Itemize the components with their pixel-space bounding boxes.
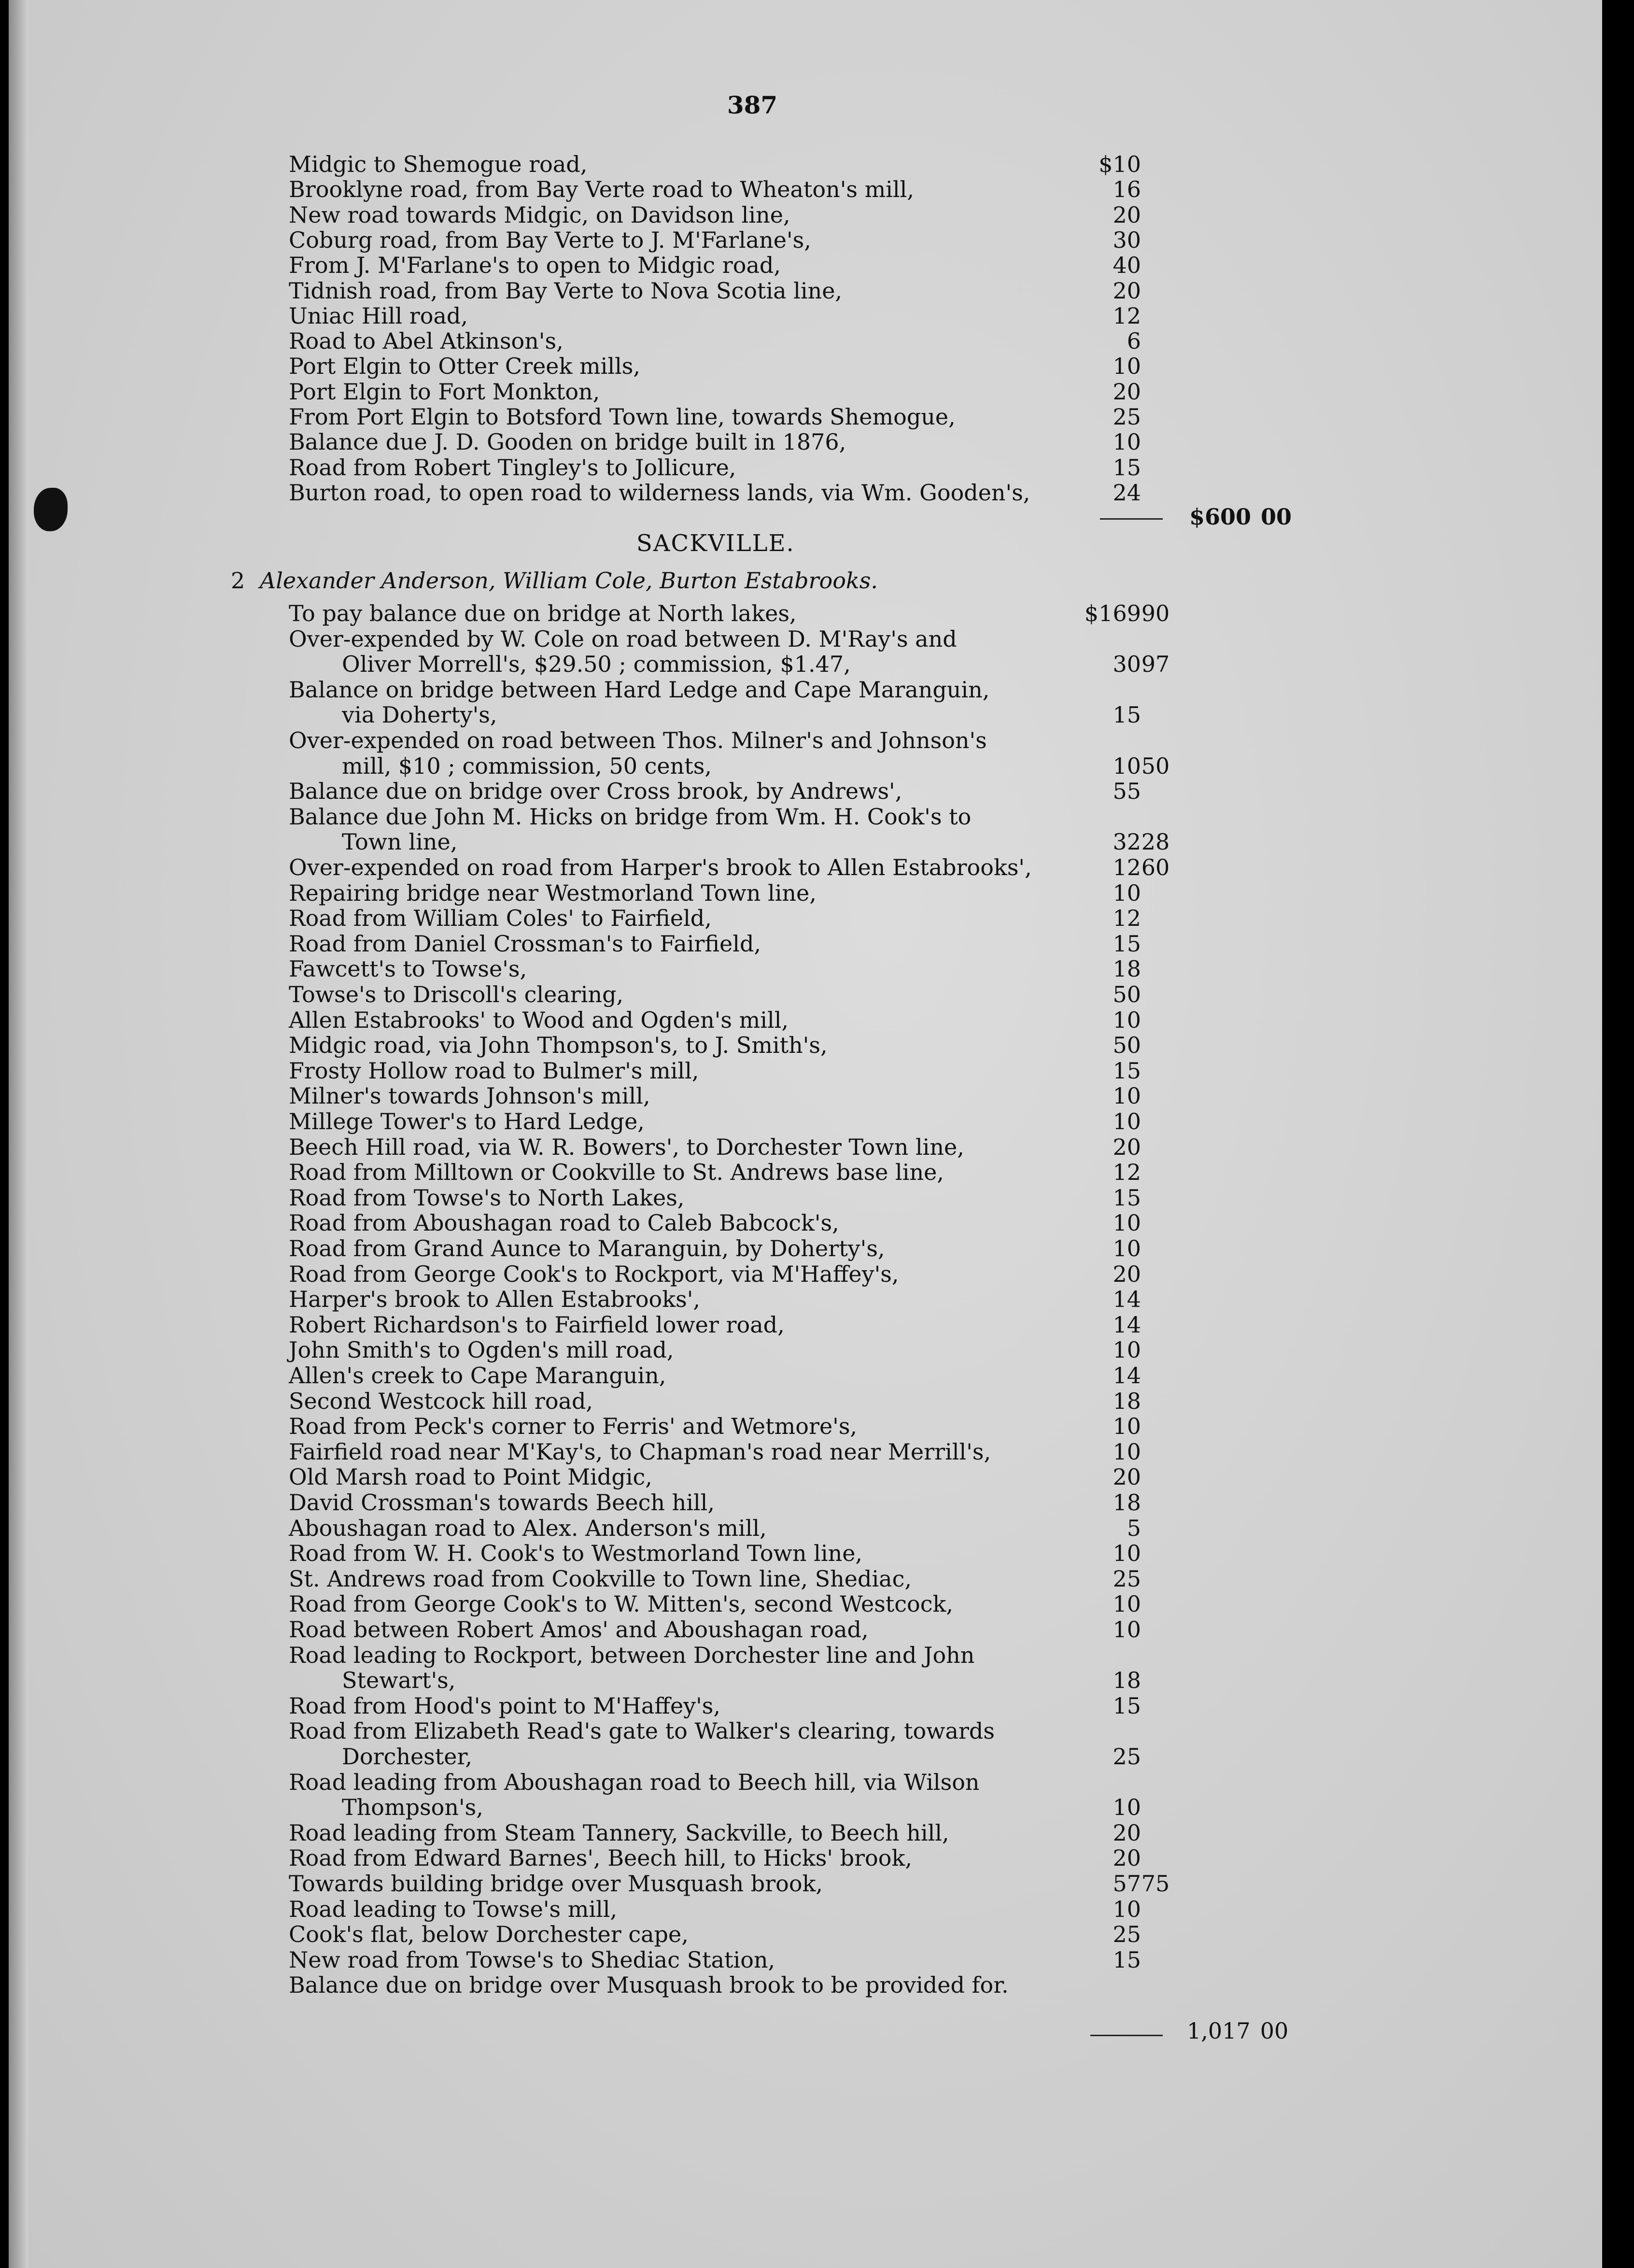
item-dollars: 15 [1113, 454, 1141, 481]
item-description: Fairfield road near M'Kay's, to Chapman's road near Merrill's, [289, 1438, 991, 1465]
line-item [9, 1795, 1602, 1820]
item-dollars: 14 [1113, 1311, 1141, 1338]
item-description: Balance on bridge between Hard Ledge and Cape Maranguin, [289, 676, 990, 703]
item-dollars: 24 [1113, 479, 1141, 506]
item-dollars: 10 [1113, 879, 1141, 906]
line-item [9, 278, 1602, 303]
line-item [9, 1083, 1602, 1108]
item-description: From J. M'Farlane's to open to Midgic road, [289, 252, 781, 279]
line-item [9, 1262, 1602, 1287]
line-item [9, 1210, 1602, 1235]
item-description: Road leading to Rockport, between Dorchester line and John [289, 1642, 975, 1668]
item-description: Aboushagan road to Alex. Anderson's mill, [289, 1515, 767, 1541]
item-description: Tidnish road, from Bay Verte to Nova Scotia line, [289, 277, 843, 304]
line-item [9, 982, 1602, 1007]
line-item [9, 1541, 1602, 1566]
line-item [9, 1414, 1602, 1439]
line-item [9, 1897, 1602, 1922]
item-dollars: 30 [1113, 227, 1141, 253]
item-description: Over-expended by W. Cole on road between D. M'Ray's and [289, 625, 957, 652]
item-description: Cook's flat, below Dorchester cape, [289, 1921, 689, 1948]
item-dollars: 10 [1113, 1210, 1141, 1236]
line-item [9, 601, 1602, 626]
item-dollars: $10 [1099, 151, 1141, 177]
line-item [9, 1160, 1602, 1185]
commissioner-number: 2 [231, 567, 245, 594]
item-dollars: 20 [1113, 201, 1141, 228]
item-dollars: 40 [1113, 252, 1141, 279]
item-description: Balance due J. D. Gooden on bridge built in 1876, [289, 429, 846, 455]
item-description: Millege Tower's to Hard Ledge, [289, 1108, 645, 1134]
item-dollars: 20 [1113, 1819, 1141, 1846]
item-description: Balance due on bridge over Cross brook, by Andrews', [289, 778, 902, 805]
item-dollars: 18 [1113, 956, 1141, 982]
line-item [9, 1566, 1602, 1591]
document-page [9, 0, 1602, 2268]
item-dollars: 30 [1113, 651, 1141, 678]
line-item [9, 404, 1602, 429]
line-item [9, 1871, 1602, 1896]
line-item [9, 202, 1602, 227]
item-cents: 97 [1141, 651, 1170, 678]
line-item [9, 1693, 1602, 1718]
item-dollars: 12 [1113, 854, 1141, 880]
line-item [9, 652, 1602, 677]
item-description: John Smith's to Ogden's mill road, [289, 1337, 674, 1363]
item-dollars: 20 [1113, 378, 1141, 405]
item-dollars: 15 [1113, 1692, 1141, 1719]
line-item [9, 1033, 1602, 1058]
item-description: Road to Abel Atkinson's, [289, 328, 563, 354]
item-dollars: 20 [1113, 1464, 1141, 1490]
line-item [9, 227, 1602, 253]
line-item [9, 855, 1602, 880]
item-description: Midgic road, via John Thompson's, to J. Smith's, [289, 1032, 828, 1059]
line-item [9, 1312, 1602, 1337]
item-description: Road from George Cook's to W. Mitten's, second Westcock, [289, 1591, 954, 1617]
line-item [9, 1490, 1602, 1515]
item-description: New road towards Midgic, on Davidson line, [289, 201, 790, 228]
item-dollars: 15 [1113, 1946, 1141, 1973]
line-item [9, 728, 1602, 753]
line-item [9, 253, 1602, 278]
item-dollars: 14 [1113, 1362, 1141, 1389]
line-item [9, 1185, 1602, 1210]
item-dollars: 15 [1113, 1184, 1141, 1211]
item-description: Uniac Hill road, [289, 302, 468, 329]
line-item [9, 677, 1602, 702]
item-description: Over-expended on road between Thos. Milner's and Johnson's [289, 727, 987, 753]
line-item [9, 1591, 1602, 1616]
item-dollars: 10 [1113, 1616, 1141, 1643]
line-item [9, 1947, 1602, 1972]
commissioner-names: Alexander Anderson, William Cole, Burton Estabrooks. [260, 567, 878, 594]
subtotal-rule-2 [1090, 2035, 1163, 2036]
item-dollars: 15 [1113, 930, 1141, 957]
item-description: Road from Robert Tingley's to Jollicure, [289, 454, 736, 481]
item-dollars: 6 [1127, 328, 1141, 354]
line-item [9, 1363, 1602, 1388]
item-description: Repairing bridge near Westmorland Town line, [289, 879, 817, 906]
line-item [9, 1922, 1602, 1947]
item-description: From Port Elgin to Botsford Town line, towards Shemogue, [289, 404, 956, 430]
line-item [9, 1236, 1602, 1261]
item-description: Road from Daniel Crossman's to Fairfield, [289, 930, 761, 957]
line-item [9, 455, 1602, 480]
item-dollars: 10 [1113, 1083, 1141, 1109]
item-description: Thompson's, [342, 1794, 483, 1821]
item-description: Midgic to Shemogue road, [289, 151, 588, 177]
item-dollars: 20 [1113, 277, 1141, 304]
item-dollars: 20 [1113, 1845, 1141, 1871]
item-dollars: 10 [1113, 429, 1141, 455]
item-dollars: 10 [1113, 353, 1141, 380]
item-description: Balance due John M. Hicks on bridge from Wm. H. Cook's to [289, 803, 972, 830]
line-item [9, 1109, 1602, 1134]
item-description: via Doherty's, [342, 702, 497, 728]
item-description: Burton road, to open road to wilderness lands, via Wm. Gooden's, [289, 479, 1030, 506]
item-description: Road from Grand Aunce to Maranguin, by Doherty's, [289, 1235, 885, 1262]
line-item [9, 379, 1602, 404]
item-description: Stewart's, [342, 1667, 456, 1694]
item-description: Coburg road, from Bay Verte to J. M'Farlane's, [289, 227, 811, 253]
line-item [9, 1516, 1602, 1541]
item-description: Beech Hill road, via W. R. Bowers', to Dorchester Town line, [289, 1134, 964, 1160]
item-dollars: 14 [1113, 1286, 1141, 1313]
item-dollars: 57 [1113, 1871, 1141, 1897]
item-description: Road from George Cook's to Rockport, via M'Haffey's, [289, 1261, 899, 1287]
line-item [9, 354, 1602, 379]
item-cents: 50 [1141, 752, 1170, 779]
line-item [9, 880, 1602, 906]
item-description: Road from Milltown or Cookville to St. Andrews base line, [289, 1159, 944, 1186]
item-description: St. Andrews road from Cookville to Town line, Shediac, [289, 1565, 912, 1592]
item-description: Towse's to Driscoll's clearing, [289, 981, 624, 1007]
item-dollars: 18 [1113, 1388, 1141, 1414]
item-description: Harper's brook to Allen Estabrooks', [289, 1286, 700, 1313]
item-dollars: 12 [1113, 1159, 1141, 1186]
item-description: Fawcett's to Towse's, [289, 956, 527, 982]
item-dollars: 10 [1113, 1794, 1141, 1821]
line-item [9, 1389, 1602, 1414]
line-item [9, 480, 1602, 505]
section-heading: SACKVILLE. [636, 530, 795, 557]
item-description: Oliver Morrell's, $29.50 ; commission, $1.47, [342, 651, 851, 678]
item-cents: 90 [1141, 600, 1170, 626]
line-item [9, 1820, 1602, 1845]
line-item [9, 1058, 1602, 1083]
line-item [9, 1007, 1602, 1033]
item-dollars: 32 [1113, 829, 1141, 855]
item-description: Second Westcock hill road, [289, 1388, 593, 1414]
item-description: Road from Peck's corner to Ferris' and Wetmore's, [289, 1413, 858, 1440]
line-item [9, 779, 1602, 804]
line-item [9, 906, 1602, 931]
line-item [9, 1337, 1602, 1362]
item-description: Road from Elizabeth Read's gate to Walker's clearing, towards [289, 1718, 995, 1744]
item-dollars: 20 [1113, 1261, 1141, 1287]
line-item [9, 702, 1602, 727]
item-description: Road from William Coles' to Fairfield, [289, 905, 712, 932]
item-dollars: 18 [1113, 1489, 1141, 1516]
item-description: Road from Hood's point to M'Haffey's, [289, 1692, 721, 1719]
item-dollars: 10 [1113, 1540, 1141, 1567]
item-description: Road from Edward Barnes', Beech hill, to Hicks' brook, [289, 1845, 912, 1871]
item-cents: 28 [1141, 829, 1170, 855]
line-item [9, 1439, 1602, 1464]
item-description: New road from Towse's to Shediac Station, [289, 1946, 775, 1973]
item-description: Towards building bridge over Musquash brook, [289, 1871, 823, 1897]
line-item [9, 1134, 1602, 1160]
item-description: Allen Estabrooks' to Wood and Ogden's mill, [289, 1006, 789, 1033]
line-item [9, 429, 1602, 454]
item-description: Road from W. H. Cook's to Westmorland Town line, [289, 1540, 863, 1567]
item-dollars: 18 [1113, 1667, 1141, 1694]
line-item [9, 956, 1602, 981]
line-item [9, 177, 1602, 202]
item-dollars: 10 [1113, 1235, 1141, 1262]
item-dollars: 16 [1113, 176, 1141, 203]
line-item [9, 328, 1602, 354]
line-item [9, 1744, 1602, 1769]
item-dollars: 20 [1113, 1134, 1141, 1160]
item-dollars: 10 [1113, 1006, 1141, 1033]
line-item [9, 1464, 1602, 1489]
item-description: Road from Aboushagan road to Caleb Babcock's, [289, 1210, 839, 1236]
item-dollars: 10 [1113, 1413, 1141, 1440]
total-dollars: $600 [1189, 504, 1252, 530]
line-item [9, 1972, 1602, 1998]
item-description: Old Marsh road to Point Midgic, [289, 1464, 652, 1490]
line-item [9, 1643, 1602, 1668]
item-cents: 60 [1141, 854, 1170, 880]
line-item [9, 626, 1602, 652]
item-description: Allen's creek to Cape Maranguin, [289, 1362, 666, 1389]
item-description: Brooklyne road, from Bay Verte road to Wheaton's mill, [289, 176, 914, 203]
item-description: Road leading from Aboushagan road to Beech hill, via Wilson [289, 1769, 980, 1795]
item-description: Balance due on bridge over Musquash brook to be provided for. [289, 1972, 1009, 1999]
item-dollars: 50 [1113, 1032, 1141, 1059]
item-dollars: 50 [1113, 981, 1141, 1007]
item-cents: 75 [1141, 1871, 1170, 1897]
item-description: Over-expended on road from Harper's brook to Allen Estabrooks', [289, 854, 1032, 880]
item-description: mill, $10 ; commission, 50 cents, [342, 752, 712, 779]
total-cents: 00 [1260, 2018, 1289, 2044]
item-description: Town line, [342, 829, 458, 855]
line-item [9, 1287, 1602, 1312]
item-description: Dorchester, [342, 1744, 473, 1770]
line-item [9, 152, 1602, 177]
page-number: 387 [727, 91, 778, 119]
item-dollars: $169 [1084, 600, 1141, 626]
item-dollars: 10 [1113, 1591, 1141, 1617]
item-description: Frosty Hollow road to Bulmer's mill, [289, 1057, 699, 1084]
item-dollars: 12 [1113, 302, 1141, 329]
item-dollars: 12 [1113, 905, 1141, 932]
item-dollars: 25 [1113, 1565, 1141, 1592]
item-dollars: 10 [1113, 1337, 1141, 1363]
item-description: Milner's towards Johnson's mill, [289, 1083, 650, 1109]
item-dollars: 25 [1113, 404, 1141, 430]
item-description: Robert Richardson's to Fairfield lower road, [289, 1311, 785, 1338]
item-dollars: 5 [1127, 1515, 1141, 1541]
item-dollars: 15 [1113, 1057, 1141, 1084]
line-item [9, 1668, 1602, 1693]
line-item [9, 1718, 1602, 1744]
line-item [9, 804, 1602, 829]
item-dollars: 25 [1113, 1744, 1141, 1770]
item-description: David Crossman's towards Beech hill, [289, 1489, 715, 1516]
item-description: Road leading from Steam Tannery, Sackville, to Beech hill, [289, 1819, 949, 1846]
total-dollars: 1,017 [1187, 2018, 1251, 2044]
subtotal-rule-1 [1100, 518, 1163, 520]
item-dollars: 10 [1113, 1896, 1141, 1922]
item-description: Road from Towse's to North Lakes, [289, 1184, 685, 1211]
section-one-total [1189, 504, 1292, 530]
line-item [9, 1770, 1602, 1795]
item-dollars: 55 [1113, 778, 1141, 805]
total-cents: 00 [1261, 504, 1292, 530]
item-description: To pay balance due on bridge at North lakes, [289, 600, 797, 626]
item-dollars: 25 [1113, 1921, 1141, 1948]
line-item [9, 303, 1602, 328]
item-dollars: 10 [1113, 1438, 1141, 1465]
section-two-total [1187, 2018, 1288, 2044]
line-item [9, 1845, 1602, 1871]
item-dollars: 15 [1113, 702, 1141, 728]
item-dollars: 10 [1113, 1108, 1141, 1134]
item-description: Road between Robert Amos' and Aboushagan road, [289, 1616, 869, 1643]
line-item [9, 1617, 1602, 1642]
item-description: Port Elgin to Fort Monkton, [289, 378, 600, 405]
item-dollars: 10 [1113, 752, 1141, 779]
line-item [9, 931, 1602, 956]
item-description: Road leading to Towse's mill, [289, 1896, 618, 1922]
line-item [9, 829, 1602, 854]
line-item [9, 753, 1602, 779]
item-description: Port Elgin to Otter Creek mills, [289, 353, 641, 380]
